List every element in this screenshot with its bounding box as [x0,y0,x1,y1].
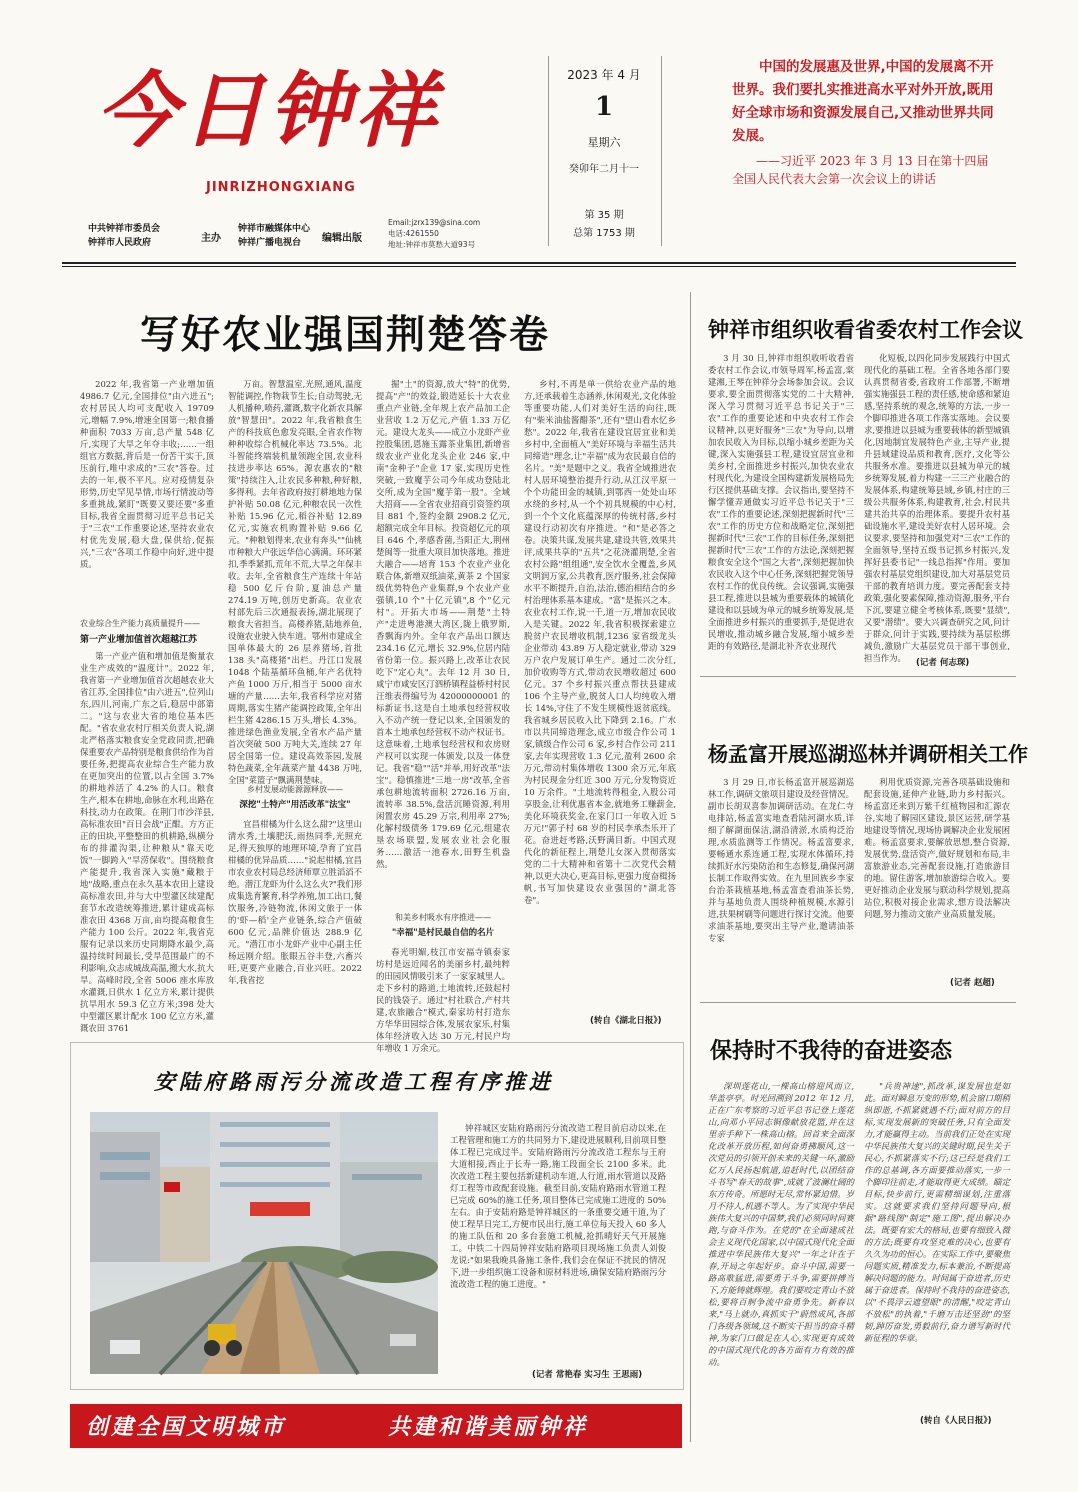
main-sub2-kicker: 乡村发展动能源源释放—— [247,785,343,794]
column-divider [690,292,691,1442]
quote-text: 中国的发展惠及世界,中国的发展离不开世界。我们要扎实推进高水平对外开放,既用好全球市场和资源发展自己,又推动世界共同发展。 [732,59,994,144]
sponsor-label: 主办 [201,233,221,244]
main-col-1b-text: 第一产业产值和增加值是衡量农业生产成效的"温度计"。2022 年,我省第一产业增加值首次超越农业大省江苏,全国排位"由六进五",位列山东,四川,河南,广东之后,稳居中部第二。"这与农业大省的地位基本匹配。"省农业农村厅相关负责人说,湖北严格落实粮食安全党政同责,把确保重要农产品特别是粮食供给作为首要任务,把提高农业综合生产能力放在更加突出的位置,以占全国 3.7% 的耕地养活了 4.2% 的人口。粮食生产,根本在耕地,命脉在水利,出路在科技,动力在政策。在荆门市沙洋县,高标准农田"百日会战"正酣。方方正正的田块,平整整田的机耕路,纵横分布的排灌沟渠,让种粮从"靠天吃饭"一脚跨入"旱涝保收"。围绕粮食产能提升,我省深入实施"藏粮于地"战略,重点在永久基本农田上建设高标准农田,并与大中型灌区续建配套节水改造统筹推进,累计建成高标准农田 4368 万亩,亩均提高粮食生产能力 100 公斤。2022 年,我省克服有记录以来历史同期降水最少,高温持续时间最长,受旱范围最广的不利影响,众志成城战高温,搬大水,抗大旱。高峰时段,全省 5006 座水库放水灌溉,日供水 1 亿立方米,累计提供抗旱用水 59.3 亿立方米;398 处大中型灌区累计配水 100 亿立方米,灌溉农田 3761 [80,651,214,1033]
article4-credit: (转自《人民日报》) [920,1416,992,1426]
main-col-2-text: 万亩。智慧温室,光照,通风,温度智能调控,作物栽节生长;自动驾驶,无人机播种,喷药,灌溉,数字化新农具解放"智慧田"。2022 年,我省粮食生产的科技底色愈发亮眼,全省农作物种种收综合机械化率达 73.5%。北斗智能终端装机量领跑全国,农业科技进步率达 65%。源农惠农的"粮策"持续注入,让农民多种粮,种好粮,多得利。去年省政府按打耕地地力保护补贴 50.08 亿元,种粮农民一次性补贴 15.96 亿元,稻谷补贴 12.89 亿元,实施农机购置补贴 9.66 亿元。"种粮划得来,农业有奔头""仙桃市种粮大户张远华信心满满。环环紧扣,季季紧抓,荒年不荒,大旱之年保丰收。去年,全省粮食生产连续十年站稳 500 亿斤台阶,夏油总产量 274.19 万吨,创历史新高。农业农村部先后三次通报表扬,湖北展现了粮食大省担当。高楼养猪,陆地养鱼,设施农业驶入快车道。鄂州市建成全国单体最大的 26 层养猪场,首批 138 头"高楼猪"出栏。丹江口发展 1048 个陆基循环鱼桶,年产名优特产鱼 1000 万斤,相当于 5000 亩水塘的产量……去年,我省科学应对猪周期,落实生猪产能调控政策,全年出栏生猪 4286.15 万头,增长 4.3%。推进绿色渔业发展,全省水产品产量首次突破 500 万吨大关,连续 27 年居全国第一位。建设高效茶园,发展特色蔬菜,全年蔬菜产量 4438 万吨,全国"菜篮子"飘满荆楚味。 [228,379,362,785]
article3-col-2-text: 利用优质资源,完善各项基础设施和配套设施,延伸产业链,助力乡村振兴。杨孟富还来到万紫千红植物园和汇源农谷,实地了解园区建设,景区运营,研学基地建设等情况,现场协调解决企业发展困难。杨孟富要求,要解放思想,整合资源,发展优势,盘活资产,做好规划和布局,丰富旅游业态,完善配套设施,打造旅游目的地。留住游客,增加旅游综合收入。要更好推动企业发展与联动科学规划,提高站位,积极对接企业需求,想方设法解决问题,努力推动文旅产业高质量发展。 [864,777,1010,919]
main-credit: (转自《湖北日报》) [590,1016,662,1026]
article3-headline: 杨孟富开展巡湖巡林并调研相关工作 [708,742,1028,766]
publisher-line-2: 钟祥广播电视台 [238,238,302,248]
publisher-label: 编辑出版 [322,233,362,244]
contact-block [388,217,528,250]
main-col-3-text: 掘"土"的资源,放大"特"的优势,提高"产"的效益,锻造延长十大农业重点产业链,全年规上农产品加工企业营收 1.2 万亿元,产值 1.33 万亿元。建设大龙头——成立小龙虾产业控股集团,恩施玉露茶业集团,新增省级农业产业化龙头企业 246 家,中南"金种子"企业 17 家,实现历史性突破,一致魔芋公司今年成功登陆北交所,成为全国"魔芋第一股"。全域大招商——全省农业招商引资签约项目 881 个,签约金额 2908.2 亿元,超额完成全年目标。投资超亿元的项目 646 个,孝感香菌,当阳正大,荆州楚闽等一批重大项目加快落地。推进大融合——培育 153 个农业产业化联合体,新增双纸油菜,黄茶 2 个国家级优势特色产业集群,9 个农业产业强镇,10 个"十亿元镇",8 个"亿元村"。开拓大市场——荆楚"土特产"走进粤港澳大湾区,陇上俄罗斯,香飘海内外。全年农产品出口额达 234.16 亿元,增长 32.9%,位居内陆省份第一位。振兴路上,改革让农民吃下"定心丸"。去年 12 月 30 日,咸宁市咸安区汀泗桥镇程益桥村村民汪维表得编号为 42000000001 的标新证书,这是自土地承包经营权收入不动产统一登记以来,全国颁发的首本土地承包经营权不动产权证书。这意味着,土地承包经营权和农房财产权可以实现一体颁发,以及一体登记。我省"稳""活"并举,用好改革"法宝"。稳慎推进"三地一房"改革,全省承包耕地流转面积 2726.16 万亩,流转率 38.5%,盘活沉睡资源,利用闲置农房 45.29 万宗,利用率 27%;化解村级债务 179.69 亿元,组建农垦农场联盟,发展农业社会化服务……激活一池春水,田野生机盎然。 [376,379,510,869]
article2-divider [700,676,1016,677]
organizer-line-1: 中共钟祥市委员会 [88,224,161,234]
article4-col-2-text: "兵贵神速",抓改革,谋发展也是如此。面对瞬息万变的形势,机会窗口期稍纵即逝,不抓紧就遇不行;面对前方的目标,实现发展新的突破任务,只有全面发力,才能赢得主动。当前我们正处在实现中华民族伟大复兴的关键时期,民生关于民心,不抓紧落实不行;这已经是我们工作的总基调,各方面要推动落实,一步一个脚印往前走,才能取得更大成绩。瞄定目标,快步前行,更需精细谋划,注重落实。这就要求我们坚持问题导向,根据"路线图"制定"施工图",提出解决办法。既要有宏大的格局,也要有细致入微的方法;既要有攻坚克难的决心,也要有久久为功的恒心。在实际工作中,要聚焦问题实质,精准发力,标本兼治,不断提高解决问题的能力。时间属于奋进者,历史属于奋进者。保持时不我待的奋进姿态,以"不畏浮云遮望眼"的清醒,"咬定青山不放松"的执着,"千磨万击还坚劲"的坚韧,踔厉奋发,勇毅前行,奋力谱写新时代新征程的华章。 [864,1081,1010,1343]
contact-email: Email:jzrx139@sina.com [388,218,481,227]
publisher-line-1: 钟祥市融媒体中心 [238,224,311,234]
quote-box [732,56,1000,246]
article4-headline: 保持时不我待的奋进姿态 [710,1038,953,1064]
main-col-2b-text: 宜昌柑橘为什么这么甜?"这里山清水秀,土壤肥沃,雨热同季,光照充足,得天独厚的地理环境,孕育了宜昌柑橘的优异品质……"说起柑橘,宜昌市农业农村局总经济师覃立胜滔滔不绝。潜江龙虾为什么这么火?"我们形成集选育繁育,科学养殖,加工出口,餐饮服务,冷链物流,休闲文旅于一体的'虾—稻'全产业链条,综合产值破 600 亿元,品牌价值达 288.9 亿元。"潜江市小龙虾产业中心副主任杨远刚介绍。胀眼五谷丰登,六畜兴旺,更要产业融合,百业兴旺。2022 年,我省挖 [228,819,362,985]
total-issue-number: 总第 1753 期 [573,228,635,239]
main-col-1-text: 2022 年,我省第一产业增加值 4986.7 亿元,全国排位"由六进五";农村居民人均可支配收入 19709 元,增幅 7.9%,增速全国第一;粮食播种面积 7033 万亩,总产量 548 亿斤,实现了大旱之年夺丰收;……一组组官方数据,背后是一份苦干实干,顶压前行,唯中求成的"三农"答卷。过去的一年,极不平凡。应对疫情复杂形势,历史罕见旱情,市场行情波动等多重挑战,紧盯"既要又要还要"多重目标,我省全面贯彻习近平总书记关于"三农"工作重要论述,坚持农业农村优先发展,稳大盘,保供给,促振兴,"三农"各项工作稳中向好,进中提质。 [80,379,214,569]
article5-credit: (记者 常艳春 实习生 王思雨) [532,1370,643,1380]
article2-col-2-text: 化短板,以四化同步发展践行中国式现代化的基础工程。全省各地各部门要认真贯彻省委,省政府工作部署,不断增强实施强县工程的责任感,使命感和紧迫感,坚持系统的观念,统筹的方法,一步一个脚印推进各项工作落实落地。会议要求,要推进以县城为重要载体的新型城镇化,因地制宜发展特色产业,主导产业,提升县域建设品质和教育,医疗,文化等公共服务水准。要推进以县城为单元的城乡统筹发展,着力构建一三三产业融合的发展体系,构建统筹县域,乡镇,村庄的三级公共服务体系,构建教育,社会,村民共建共治共享的治理体系。要提升农村基础设施水平,建设美好农村人居环境。会议要求,要坚持和加强党对"三农"工作的全面领导,坚持五级书记抓乡村振兴,发挥好县委书记"一线总指挥"作用。要加强农村基层党组织建设,加大对基层党员干部的教育培训力度。要完善配套支持政策,强化要素保障,推动资源,服务,平台下沉,要建立健全考核体系,既要"显绩",又要"潜绩"。要大兴调查研究之风,问计于群众,问计于实践,要持续为基层松绑减负,激励广大基层党员干部干事创业,担当作为。 [864,353,1010,663]
main-col-3b [376,946,510,1053]
main-headline: 写好农业强国荆楚答卷 [140,313,551,358]
article3-col-2 [864,776,1010,972]
masthead-divider [62,262,1016,264]
article4-col-2 [864,1080,1010,1406]
masthead-title: 今日钟祥 [96,63,440,159]
article5-headline: 安陆府路雨污分流改造工程有序推进 [154,1069,554,1094]
article2-col-1-text: 3 月 30 日,钟祥市组织收听收看省委农村工作会议,市领导周军,杨孟富,棠建湘,王琴在钟祥分会场参加会议。会议要求,要全面贯彻落实党的二十大精神,深入学习贯彻习近平总书记关于"三农"工作的重要论述和中央农村工作会议精神,以更好服务"三农"为导向,以增加农民收入为目标,以缩小城乡差距为关键,深入实施强县工程,建设宜居宜业和美乡村,全面推进乡村振兴,加快农业农村现代化,为建设全国构建新发展格局先行区提供基础支撑。会议指出,要坚持不懈学懂弄通做实习近平总书记关于"三农"工作的重要论述,深刻把握新时代"三农"工作的历史方位和战略定位,深刻把握新时代"三农"工作的目标任务,深刻把握新时代"三农"工作的方法论,深刻把握粮食安全这个"国之大者",深刻把握加快农民收入这个中心任务,深刻把握党领导农村工作的优良传统。会议强调,实施强县工程,推进以县城为重要载体的城镇化建设和以县域为单元的城乡统筹发展,是全面推进乡村振兴的重要抓手,是促进农民增收,推动城乡融合发展,缩小城乡差距的有效路径,是湖北补齐农业现代 [708,353,854,651]
organizer-left [88,222,208,250]
issue-number: 第 35 期 [584,210,624,221]
construction-photo-graphic [90,1112,438,1374]
article5-text [450,1122,666,1362]
main-sub1-title: 第一产业增加值首次超越江苏 [80,635,198,645]
article3-credit: (记者 赵超) [950,978,995,988]
banner-left: 创建全国文明城市 [86,1414,287,1440]
organizer-line-2: 钟祥市人民政府 [88,238,152,248]
article5-body: 钟祥城区安陆府路雨污分流改造工程目前启动以来,在工程管理和施工方的共同努力下,建设进展顺利,目前项目整体工程已完成过半。安陆府路雨污分流改造工程东与王府大道相接,西止于长寿一路,施工段面全长 2100 多米。此次改造工程主要包括新建机动车道,人行道,雨水管道以及路灯工程等市政配套设施。截至目前,安陆府路雨水管道工程已完成 60%的施工任务,项目整体已完成施工进度的 50%左右。由于安陆府路是钟祥城区的一条重要交通干道,为了使工程早日完工,方便市民出行,施工单位每天投入 60 多人的施工队伍和 20 多台套施工机械,抢抓晴好天气开展施工。中铁二十四局钟祥安陆府路项目现场施工负责人刘俊龙说:"如果我晚具备施工条件,我们会在保证不扰民的情况下,进一步组织施工设备和原材料进场,确保安陆府路雨污分流改造工程的施工进度。" [450,1123,666,1289]
date-day: 1 [594,92,614,122]
article2-credit: (记者 何志琛) [916,658,970,668]
main-col-2 [228,378,362,785]
date-lunar: 癸卯年二月十一 [569,164,639,175]
main-col-3b-text: 春光明媚,枝江市安福寺镇泰家坊村是远近闻名的美丽乡村,最纯粹的田园风情吸引来了一家家城里人。走下乡村的路道,土地流转,还鼓起村民的钱袋子。通过"村社联合,产村共建,农旅融合"模式,秦家坊村打造东方华华田园综合体,发展农家乐,村集体年经济收入达 30 万元,村民户均年增收 1 万余元。 [376,947,510,1053]
main-col-4 [524,378,676,1008]
article3-col-1 [708,776,854,990]
article2-headline: 钟祥市组织收看省委农村工作会议 [708,318,1023,342]
masthead-divider-thin [62,266,1016,267]
article2-col-1 [708,352,854,656]
main-col-1b [80,650,214,1033]
article3-col-1-text: 3 月 29 日,市长杨孟富开展巡湖巡林工作,调研文旅项目建设及经营情况。副市长胡双喜参加调研活动。在龙仁寺电排站,杨孟富实地查看陆河湖水质,详细了解湖面保洁,湖沿清淤,水质构泛治理,水质监测等工作情况。杨孟富要求,要畅通水系连通工程,实现水体循环,持续抓好水污染防治和生态修复,确保河湖长制工作取得实效。在九里回族乡李家台治茶栽植基地,杨孟富查看油茶长势,并与基地负责人围绕种植规模,水源引进,扶果树刷等问题进行探讨交流。他要求油茶基地,要突出主导产业,邀请油茶专家 [708,777,854,943]
slogan-banner [70,1404,682,1448]
main-col-3 [376,378,510,908]
contact-address: 地址:钟祥市莫愁大道93号 [388,240,476,249]
date-weekday: 星期六 [587,136,621,149]
main-sub3-kicker: 和美乡村吸水有序推进—— [395,913,491,922]
main-sub2-title: 深挖"土特产"用活改革"法宝" [239,800,351,810]
masthead-pinyin: JINRIZHONGXIANG [206,180,356,195]
main-col-1 [80,378,214,610]
quote-source: ——习近平 2023 年 3 月 13 日在第十四届全国人民代表大会第一次会议上的讲话 [732,154,989,186]
date-year-month: 2023 年 4 月 [567,68,641,82]
construction-photo [90,1112,438,1374]
article4-col-1 [708,1080,854,1406]
article4-col-1-text: 深圳莲花山,一棵高山榕迎风而立,华盖亭亭。时光回溯到 2012 年 12 月,正在广东考察的习近平总书记登上莲花山,向邓小平同志铜像献放花篮,并在这里亲手种下一株高山榕。回首来全面深化改革开放历程,如何奋勇拂顺风,这一次党员的引领开创未来的关键一环,激励亿万人民扬起航道,追赶时代,以团结奋斗书写"春天的故事",成就了波澜壮阔的东方传奇。所愿时无尽,常怀紧迫惜。岁月不待人,机遇不等人。为了实现中华民族伟大复兴的中国梦,我们必须同时间赛跑,与奋斗作为。在党的"在全面建成社会主义现代化国家,以中国式现代化全面推进中华民族伟大复兴"一年之计在于春,开局之年起好步。奋斗中国,需要一路高歌猛进,需要勇于斗争,需要拼搏当下,方能铸就辉煌。我们要咬定青山不放松,要将百舸争流中奋勇争先。新春以来,"马上就办,真抓实干"蔚然成风,各部门各级各领域,这不断实干担当的奋斗精神,为家门口做足在人心,实现更有成效的中国式现代化的各方面有力有效的推动。 [708,1081,854,1367]
contact-phone: 电话:4261550 [388,229,439,238]
main-sub1-kicker: 农业综合生产能力高质量提升—— [80,619,200,628]
main-col-4-text: 乡村,不再是单一供给农业产品的地方,还承载着生态涵养,休闲观光,文化体验等重要功能,人们对美好生活的向往,既有"柴米油盐酱醋茶",还有"望山看水忆乡愁"。2022 年,我省在建设宜居宜业和美乡村中,全面植入"美好环境与幸福生活共同缔造"理念,让"幸福"成为农民最自信的名片。"美"是题中之义。我省全域推进农村人居环境整治提升行动,从江汉平原一个个功能田金的城镇,到鄂西一处处山环水绕的乡村,从一个个初具规模的中心村,到一个个文化底蕴深厚的传统村落,乡村建设行动初次有序推进。"和"是必答之卷。决策共谋,发展共建,建设共管,效果共评,成果共享的"五共"之花浇灌荆楚,全省农村公路"组组通",安全饮水全覆盖,乡风文明润万家,公共教育,医疗服务,社会保障水平不断提升,自治,法治,德治相结合的乡村治理体系基本建成。"富"是振兴之本。农业农村工作,说一千,道一万,增加农民收入是关键。2022 年,我省积极探索建立脱贫户农民增收机制,1236 家省级龙头企业带动 43.89 万人稳定就业,带动 329 万户农户发展订单生产。通过二次分红,加价收购等方式,带动农民增收超过 600 亿元。37 个乡村振兴重点帮扶县建成 106 个主导产业,脱贫人口人均纯收入增长 14%,守住了不发生规模性返贫底线。我省城乡居民收入比下降到 2.16。广水市以共同缔造理念,成立市级合作公司 1 家,镇级合作公司 6 家,乡村合作公司 211 家,去年实现营收 1.3 亿元,盈利 2600 余万元,带动村集体增收 1300 余万元,年底为村民现金分红近 300 万元,分发物资近 10 万余件。"土地流转得租金,入股公司享股金,让利优惠省本金,就地务工赚薪金,美化环境获奖金,在家门口一年收入近 5 万元!"郭子村 68 岁的村民李承杰乐开了花。奋进赶考路,沃野满目新。中国式现代化的新征程上,荆楚儿女深入贯彻落实党的二十大精神和省第十二次党代会精神,以更大决心,更高目标,更强力度奋楫扬帆,书写加快建设农业强国的"湖北答卷"。 [524,379,676,905]
article3-divider [700,1002,1016,1003]
banner-right: 共建和谐美丽钟祥 [388,1414,589,1440]
main-col-2b [228,818,362,1030]
main-sub3-title: "幸福"是村民最自信的名片 [391,928,495,938]
